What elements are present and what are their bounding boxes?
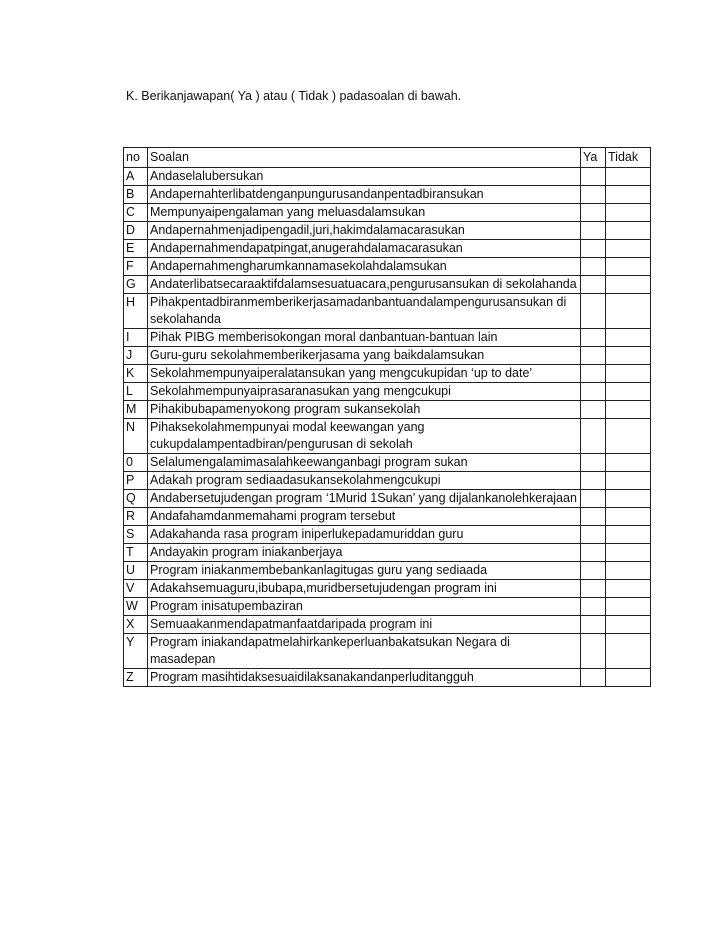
question-text: Andabersetujudengan program ‘1Murid 1Sukan’ yang dijalankanolehkerajaan: [148, 490, 581, 508]
table-row: [124, 168, 651, 186]
table-row: [124, 329, 651, 347]
table-row: [124, 401, 651, 419]
answer-no-cell[interactable]: [606, 168, 651, 186]
answer-no-cell[interactable]: [606, 222, 651, 240]
answer-yes-cell[interactable]: [581, 258, 606, 276]
answer-no-cell[interactable]: [606, 490, 651, 508]
question-text: Andapernahmenjadipengadil,juri,hakimdalamacarasukan: [148, 222, 581, 240]
answer-no-cell[interactable]: [606, 276, 651, 294]
answer-no-cell[interactable]: [606, 580, 651, 598]
answer-yes-cell[interactable]: [581, 634, 606, 669]
question-text: Andapernahterlibatdenganpungurusandanpentadbiransukan: [148, 186, 581, 204]
row-label: B: [124, 186, 148, 204]
answer-yes-cell[interactable]: [581, 240, 606, 258]
question-text: Guru-guru sekolahmemberikerjasama yang baikdalamsukan: [148, 347, 581, 365]
answer-yes-cell[interactable]: [581, 383, 606, 401]
row-label: 0: [124, 454, 148, 472]
row-label: M: [124, 401, 148, 419]
answer-no-cell[interactable]: [606, 383, 651, 401]
answer-yes-cell[interactable]: [581, 508, 606, 526]
table-row: [124, 365, 651, 383]
answer-yes-cell[interactable]: [581, 580, 606, 598]
row-label: E: [124, 240, 148, 258]
table-row: [124, 562, 651, 580]
question-text: Adakahsemuaguru,ibubapa,muridbersetujudengan program ini: [148, 580, 581, 598]
table-row: [124, 508, 651, 526]
question-text: Andapernahmengharumkannamasekolahdalamsukan: [148, 258, 581, 276]
answer-yes-cell[interactable]: [581, 490, 606, 508]
answer-yes-cell[interactable]: [581, 669, 606, 687]
answer-yes-cell[interactable]: [581, 454, 606, 472]
answer-yes-cell[interactable]: [581, 419, 606, 454]
table-row: [124, 669, 651, 687]
row-label: L: [124, 383, 148, 401]
answer-no-cell[interactable]: [606, 186, 651, 204]
question-text: Program masihtidaksesuaidilaksanakandanperluditangguh: [148, 669, 581, 687]
answer-yes-cell[interactable]: [581, 204, 606, 222]
row-label: G: [124, 276, 148, 294]
table-row: [124, 294, 651, 329]
row-label: F: [124, 258, 148, 276]
answer-yes-cell[interactable]: [581, 598, 606, 616]
table-row: [124, 598, 651, 616]
question-text: Pihakibubapamenyokong program sukansekolah: [148, 401, 581, 419]
table-row: [124, 490, 651, 508]
question-text: Andayakin program iniakanberjaya: [148, 544, 581, 562]
table-row: [124, 419, 651, 454]
table-row: [124, 240, 651, 258]
row-label: J: [124, 347, 148, 365]
answer-no-cell[interactable]: [606, 472, 651, 490]
row-label: X: [124, 616, 148, 634]
answer-no-cell[interactable]: [606, 204, 651, 222]
table-row: [124, 258, 651, 276]
answer-yes-cell[interactable]: [581, 401, 606, 419]
answer-yes-cell[interactable]: [581, 168, 606, 186]
table-row: [124, 276, 651, 294]
table-row: [124, 204, 651, 222]
table-row: [124, 454, 651, 472]
question-text: Mempunyaipengalaman yang meluasdalamsukan: [148, 204, 581, 222]
answer-yes-cell[interactable]: [581, 329, 606, 347]
row-label: C: [124, 204, 148, 222]
table-row: [124, 383, 651, 401]
table-row: [124, 222, 651, 240]
answer-yes-cell[interactable]: [581, 186, 606, 204]
question-text: Pihakpentadbiranmemberikerjasamadanbantuandalampengurusansukan di sekolahanda: [148, 294, 581, 329]
row-label: W: [124, 598, 148, 616]
answer-yes-cell[interactable]: [581, 276, 606, 294]
row-label: Y: [124, 634, 148, 669]
question-text: Sekolahmempunyaiprasaranasukan yang mengcukupi: [148, 383, 581, 401]
table-row: [124, 472, 651, 490]
table-row: [124, 347, 651, 365]
answer-yes-cell[interactable]: [581, 472, 606, 490]
answer-no-cell[interactable]: [606, 544, 651, 562]
question-text: Program iniakandapatmelahirkankeperluanbakatsukan Negara di masadepan: [148, 634, 581, 669]
row-label: Z: [124, 669, 148, 687]
header-question: Soalan: [148, 148, 581, 168]
row-label: P: [124, 472, 148, 490]
answer-no-cell[interactable]: [606, 526, 651, 544]
row-label: S: [124, 526, 148, 544]
question-text: Andapernahmendapatpingat,anugerahdalamacarasukan: [148, 240, 581, 258]
answer-yes-cell[interactable]: [581, 616, 606, 634]
answer-no-cell[interactable]: [606, 240, 651, 258]
instruction-text: K. Berikanjawapan( Ya ) atau ( Tidak ) padasoalan di bawah.: [126, 89, 462, 103]
question-text: Sekolahmempunyaiperalatansukan yang mengcukupidan ‘up to date’: [148, 365, 581, 383]
row-label: V: [124, 580, 148, 598]
answer-yes-cell[interactable]: [581, 526, 606, 544]
row-label: Q: [124, 490, 148, 508]
question-text: Selalumengalamimasalahkeewanganbagi program sukan: [148, 454, 581, 472]
question-text: Adakahanda rasa program iniperlukepadamuriddan guru: [148, 526, 581, 544]
answer-no-cell[interactable]: [606, 294, 651, 329]
row-label: A: [124, 168, 148, 186]
answer-no-cell[interactable]: [606, 401, 651, 419]
survey-table: [123, 147, 651, 687]
row-label: T: [124, 544, 148, 562]
answer-no-cell[interactable]: [606, 329, 651, 347]
header-no-answer: Tidak: [606, 148, 651, 168]
answer-no-cell[interactable]: [606, 669, 651, 687]
answer-no-cell[interactable]: [606, 258, 651, 276]
answer-yes-cell[interactable]: [581, 562, 606, 580]
table-row: [124, 580, 651, 598]
answer-no-cell[interactable]: [606, 598, 651, 616]
answer-no-cell[interactable]: [606, 454, 651, 472]
table-row: [124, 616, 651, 634]
row-label: H: [124, 294, 148, 329]
header-no: no: [124, 148, 148, 168]
question-text: Semuaakanmendapatmanfaatdaripada program ini: [148, 616, 581, 634]
answer-no-cell[interactable]: [606, 562, 651, 580]
row-label: I: [124, 329, 148, 347]
question-text: Pihak PIBG memberisokongan moral danbantuan-bantuan lain: [148, 329, 581, 347]
question-text: Pihaksekolahmempunyai modal keewangan yang cukupdalampentadbiran/pengurusan di sekolah: [148, 419, 581, 454]
answer-yes-cell[interactable]: [581, 347, 606, 365]
table-header-row: [124, 148, 651, 168]
question-text: Program inisatupembaziran: [148, 598, 581, 616]
question-text: Andaselalubersukan: [148, 168, 581, 186]
answer-no-cell[interactable]: [606, 508, 651, 526]
row-label: K: [124, 365, 148, 383]
question-text: Andafahamdanmemahami program tersebut: [148, 508, 581, 526]
answer-no-cell[interactable]: [606, 419, 651, 454]
answer-yes-cell[interactable]: [581, 544, 606, 562]
answer-yes-cell[interactable]: [581, 294, 606, 329]
header-yes: Ya: [581, 148, 606, 168]
question-text: Adakah program sediaadasukansekolahmengcukupi: [148, 472, 581, 490]
answer-no-cell[interactable]: [606, 634, 651, 669]
row-label: N: [124, 419, 148, 454]
table-row: [124, 526, 651, 544]
table-row: [124, 544, 651, 562]
answer-no-cell[interactable]: [606, 347, 651, 365]
row-label: D: [124, 222, 148, 240]
answer-yes-cell[interactable]: [581, 222, 606, 240]
question-text: Program iniakanmembebankanlagitugas guru yang sediaada: [148, 562, 581, 580]
answer-no-cell[interactable]: [606, 616, 651, 634]
row-label: U: [124, 562, 148, 580]
answer-no-cell[interactable]: [606, 365, 651, 383]
row-label: R: [124, 508, 148, 526]
table-row: [124, 186, 651, 204]
question-text: Andaterlibatsecaraaktifdalamsesuatuacara,pengurusansukan di sekolahanda: [148, 276, 581, 294]
answer-yes-cell[interactable]: [581, 365, 606, 383]
table-row: [124, 634, 651, 669]
